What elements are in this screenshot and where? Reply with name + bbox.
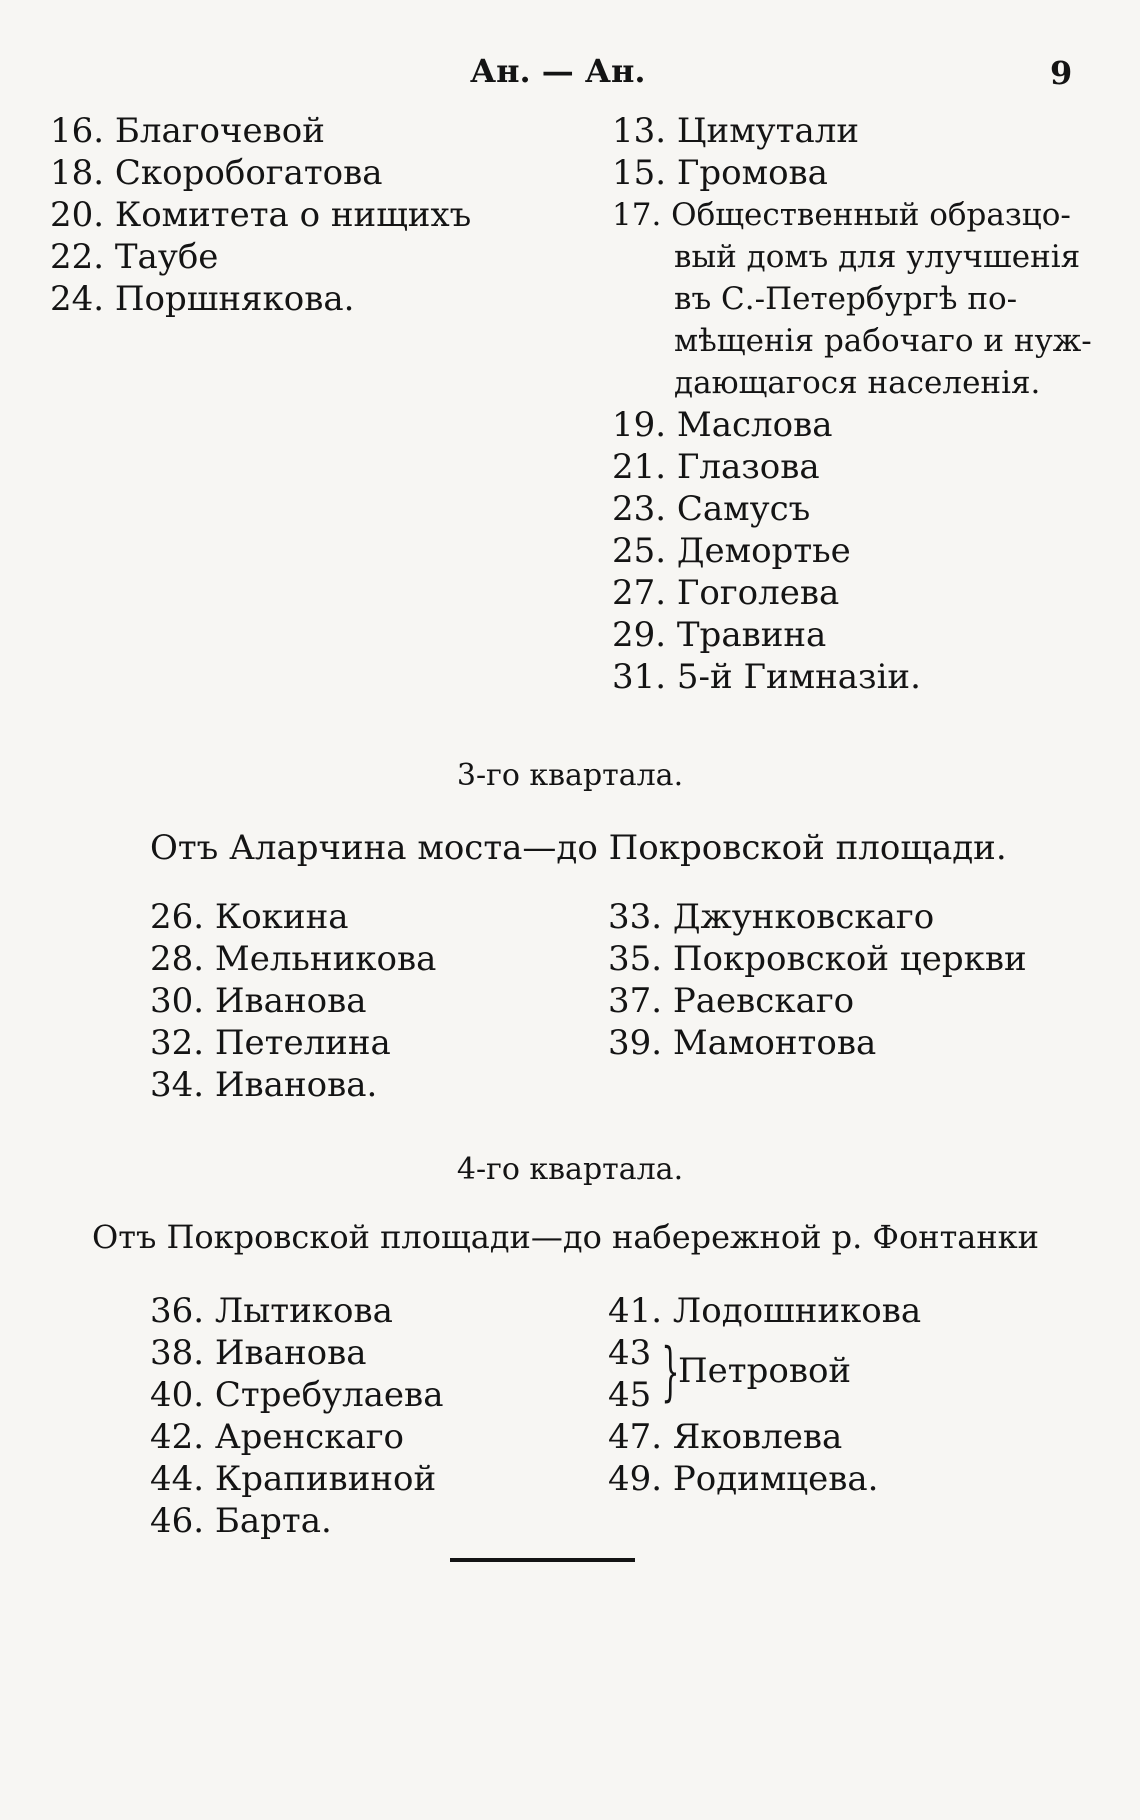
list-item: 18. Скоробогатова <box>50 153 383 193</box>
list-item: 13. Цимутали <box>612 111 859 151</box>
section-subheading-4: Отъ Покровской площади—до набережной р. Фонтанки <box>92 1218 1039 1256</box>
brace-number: 45 <box>608 1375 652 1415</box>
brace-name: Петровой <box>678 1351 852 1391</box>
list-item: 16. Благочевой <box>50 111 325 151</box>
list-item: 22. Таубе <box>50 237 219 277</box>
brace-number: 43 <box>608 1333 652 1373</box>
section-heading-4: 4-го квартала. <box>456 1152 684 1187</box>
long-entry-line: мѣщенія рабочаго и нуж- <box>674 323 1092 359</box>
brace-numbers <box>608 1332 651 1416</box>
section-heading-3: 3-го квартала. <box>456 758 684 793</box>
list-item: 37. Раевскаго <box>608 981 855 1021</box>
list-item: 47. Яковлева <box>608 1417 843 1457</box>
long-entry-line: въ С.-Петербургѣ по- <box>674 281 1018 317</box>
top-left-column <box>50 110 471 320</box>
list-item: 36. Лытикова <box>150 1291 393 1331</box>
list-item: 24. Поршнякова. <box>50 279 355 319</box>
section4-right-column <box>608 1290 921 1500</box>
list-item: 38. Иванова <box>150 1333 367 1373</box>
brace-group <box>608 1332 921 1416</box>
long-entry-line: вый домъ для улучшенія <box>674 239 1081 275</box>
list-item: 30. Иванова <box>150 981 367 1021</box>
list-item: 49. Родимцева. <box>608 1459 879 1499</box>
list-item: 28. Мельникова <box>150 939 437 979</box>
list-item: 31. 5-й Гимназіи. <box>612 657 921 697</box>
section4-left-column <box>150 1290 443 1542</box>
list-item: 20. Комитета о нищихъ <box>50 195 472 235</box>
section-subheading-3: Отъ Аларчина моста—до Покровской площади. <box>150 828 1007 868</box>
running-head: Ан. — Ан. <box>470 52 646 90</box>
list-item: 21. Глазова <box>612 447 820 487</box>
list-item: 46. Барта. <box>150 1501 332 1541</box>
list-item: 29. Травина <box>612 615 827 655</box>
list-item: 19. Маслова <box>612 405 833 445</box>
list-item: 15. Громова <box>612 153 828 193</box>
list-item: 33. Джунковскаго <box>608 897 935 937</box>
list-item: 35. Покровской церкви <box>608 939 1027 979</box>
section3-right-column <box>608 896 1027 1064</box>
list-item: 25. Демортье <box>612 531 851 571</box>
long-entry-line: дающагося населенія. <box>674 365 1041 401</box>
long-entry-line: 17. Общественный образцо- <box>612 197 1071 233</box>
list-item: 26. Кокина <box>150 897 349 937</box>
list-item: 44. Крапивиной <box>150 1459 437 1499</box>
list-item: 42. Аренскаго <box>150 1417 405 1457</box>
curly-brace-icon: } <box>661 1335 680 1409</box>
list-item: 40. Стребулаева <box>150 1375 444 1415</box>
list-item: 27. Гоголева <box>612 573 840 613</box>
list-item: 41. Лодошникова <box>608 1291 922 1331</box>
top-right-column <box>612 110 1092 698</box>
list-item: 34. Иванова. <box>150 1065 378 1105</box>
end-rule <box>450 1558 635 1562</box>
page-number: 9 <box>1050 54 1073 92</box>
list-item: 39. Мамонтова <box>608 1023 877 1063</box>
section3-left-column <box>150 896 436 1106</box>
list-item: 23. Самусъ <box>612 489 811 529</box>
list-item: 32. Петелина <box>150 1023 391 1063</box>
